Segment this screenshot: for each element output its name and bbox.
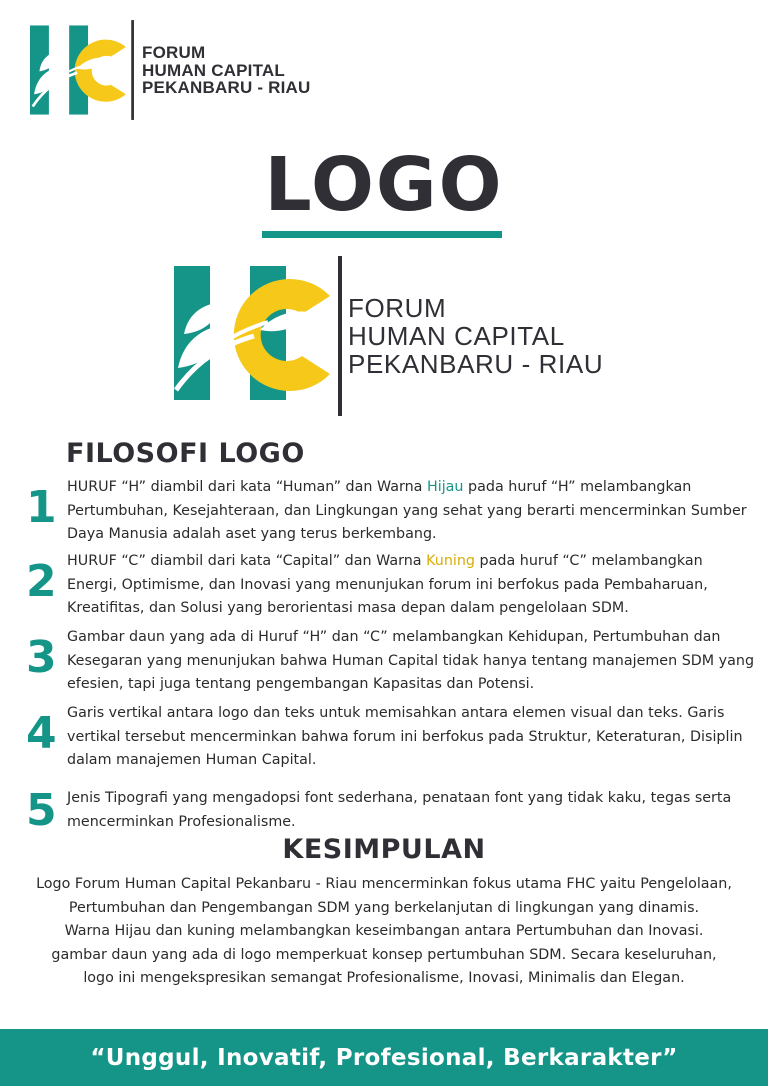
conclusion-line: gambar daun yang ada di logo memperkuat konsep pertumbuhan SDM. Secara keseluruhan, xyxy=(51,946,717,963)
conclusion-line: logo ini mengekspresikan semangat Profesionalisme, Inovasi, Minimalis dan Elegan. xyxy=(83,970,685,986)
logo-line-human-capital: HUMAN CAPITAL xyxy=(348,321,565,351)
conclusion-line: Logo Forum Human Capital Pekanbaru - Riau mencerminkan fokus utama FHC yaitu Pengelolaan, xyxy=(36,876,732,892)
footer-banner xyxy=(0,1029,768,1086)
hc-logo-mark-icon xyxy=(30,20,138,120)
page-title: LOGO xyxy=(264,142,504,228)
title-underline xyxy=(262,231,502,238)
logo-line-forum: FORUM xyxy=(348,293,447,323)
highlight-green: Hijau xyxy=(426,479,464,495)
point-number: 4 xyxy=(26,708,57,759)
header-logo xyxy=(30,20,320,120)
point-number: 5 xyxy=(26,785,57,836)
conclusion-paragraph xyxy=(20,873,748,991)
section-title-conclusion: KESIMPULAN xyxy=(282,834,486,865)
conclusion-line: Warna Hijau dan kuning melambangkan keseimbangan antara Pertumbuhan dan Inovasi. xyxy=(64,923,704,939)
point-text: Jenis Tipografi yang mengadopsi font sederhana, penataan font yang tidak kaku, tegas serta mencerminkan Profesionalisme. xyxy=(67,790,732,830)
point-text: Garis vertikal antara logo dan teks untuk memisahkan antara elemen visual dan teks. Garis vertikal tersebut mencerminkan bahwa forum ini berfokus pada Struktur, Keteraturan, Disiplin dalam manajemen Human Capital. xyxy=(67,705,743,768)
logo-line-human-capital: HUMAN CAPITAL xyxy=(142,60,285,80)
logo-line-location: PEKANBARU - RIAU xyxy=(142,78,311,97)
highlight-yellow: Kuning xyxy=(426,553,476,569)
section-title-philosophy: FILOSOFI LOGO xyxy=(66,438,305,469)
point-text: HURUF “H” diambil dari kata “Human” dan Warna Hijau pada huruf “H” melambangkan Pertumbuhan, Kesejahteraan, dan Lingkungan yang sehat yang berarti mencerminkan Sumber Daya Manusia adalah aset yang terus berkembang. xyxy=(67,479,747,542)
point-text: Gambar daun yang ada di Huruf “H” dan “C” melambangkan Kehidupan, Pertumbuhan dan Kesegaran yang menunjukan bahwa Human Capital tidak hanya tentang manajemen SDM yang efesien, tapi juga tentang pengembangan Kapasitas dan Potensi. xyxy=(67,629,755,692)
conclusion-line: Pertumbuhan dan Pengembangan SDM yang berkelanjutan di lingkungan yang dinamis. xyxy=(68,899,700,916)
logo-line-forum: FORUM xyxy=(142,43,206,62)
point-text: HURUF “C” diambil dari kata “Capital” dan Warna Kuning pada huruf “C” melambangkan Energi, Optimisme, dan Inovasi yang menunjukan forum ini berfokus pada Pembaharuan, Kreatifitas, dan Solusi yang berorientasi masa depan dalam pengelolaan SDM. xyxy=(67,553,708,616)
main-logo xyxy=(172,256,612,416)
logo-line-location: PEKANBARU - RIAU xyxy=(348,349,604,379)
point-number: 2 xyxy=(26,556,57,607)
logo-text xyxy=(348,294,603,378)
logo-text xyxy=(142,44,310,97)
hc-logo-mark-icon xyxy=(172,256,344,416)
footer-quote: “Unggul, Inovatif, Profesional, Berkarakter” xyxy=(90,1044,678,1071)
point-number: 3 xyxy=(26,632,57,683)
point-number: 1 xyxy=(26,482,57,533)
